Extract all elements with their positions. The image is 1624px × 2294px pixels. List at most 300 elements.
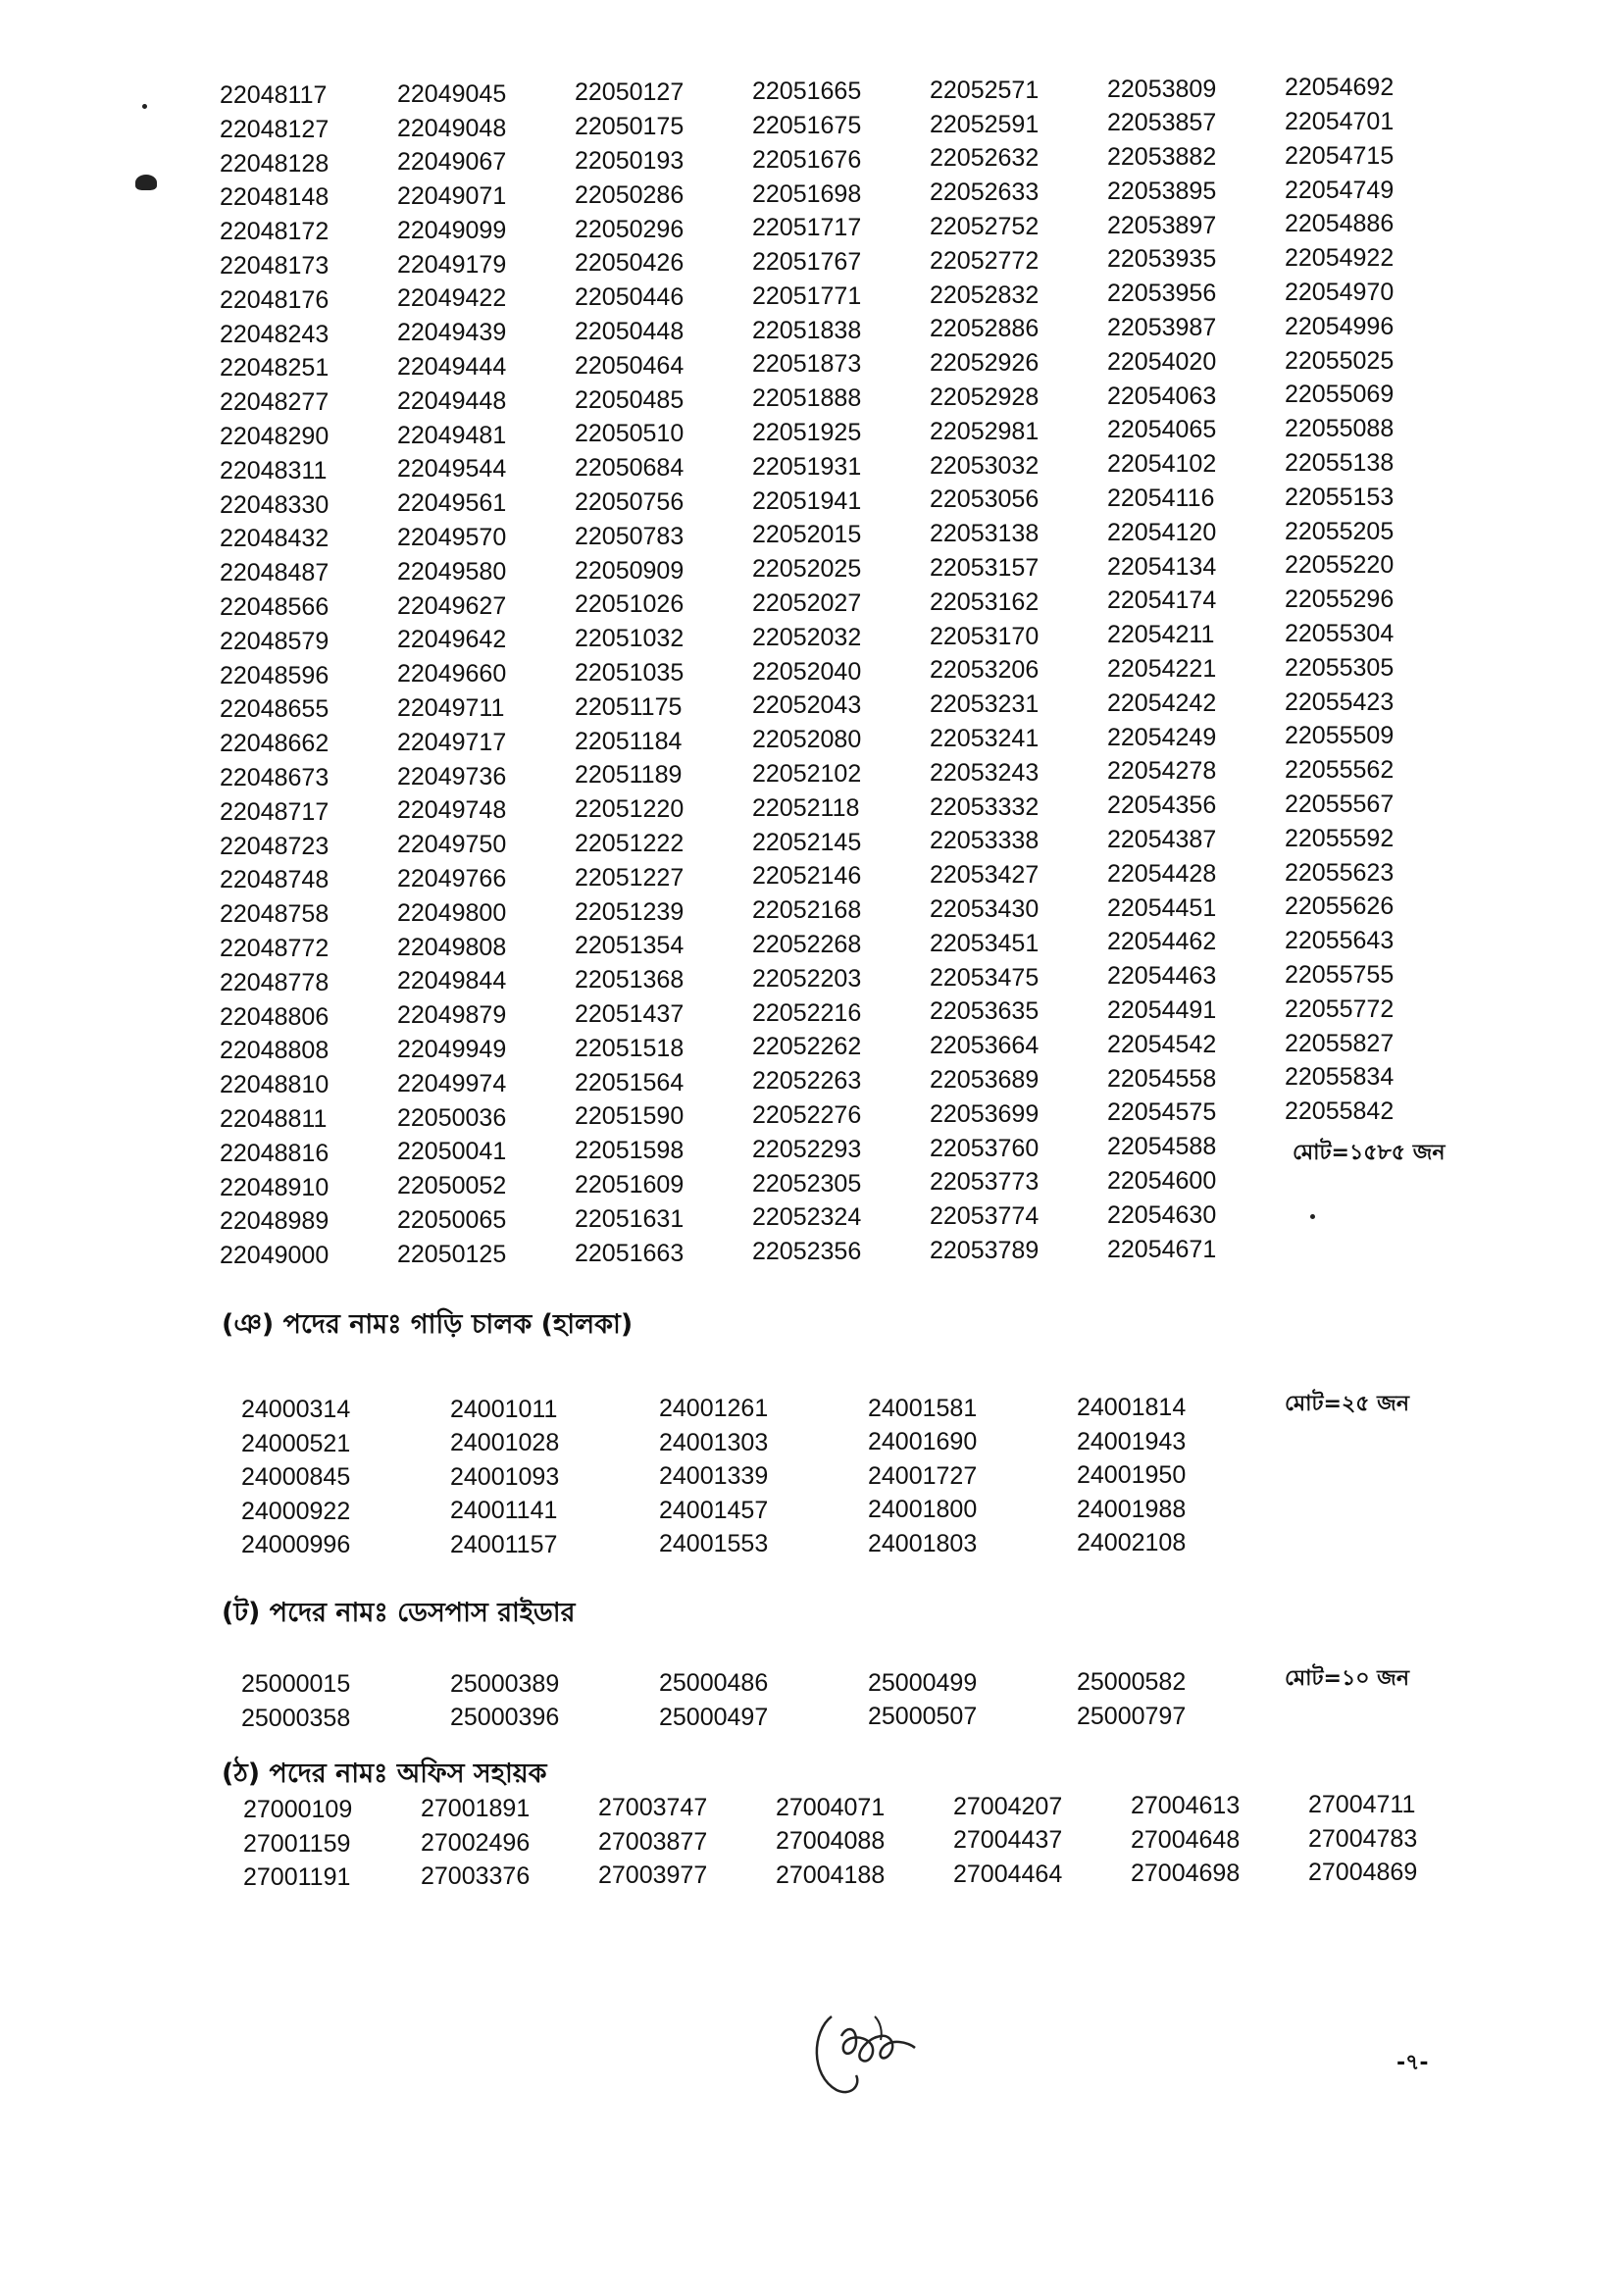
roll-number: 22052928 (930, 382, 1040, 411)
roll-number: 22054387 (1107, 826, 1217, 854)
roll-number: 22048717 (220, 797, 330, 826)
section-nio-title: (ঞ) পদের নামঃ গাড়ি চালক (হালকা) (222, 1309, 634, 1340)
roll-number: 22049048 (397, 114, 507, 142)
roll-number: 22048311 (220, 456, 328, 484)
roll-number: 22053987 (1107, 314, 1217, 342)
roll-number: 24000521 (241, 1429, 351, 1457)
roll-number: 22055834 (1285, 1063, 1395, 1092)
roll-number: 22051838 (752, 316, 862, 344)
roll-number: 22049561 (397, 489, 507, 518)
scan-speck (135, 175, 157, 190)
roll-number: 22048673 (220, 763, 330, 791)
roll-number: 22052263 (752, 1067, 862, 1096)
roll-number: 22052981 (930, 417, 1040, 445)
roll-number: 24001803 (868, 1529, 978, 1557)
roll-number: 25000507 (868, 1703, 978, 1730)
roll-number: 22051931 (752, 452, 862, 481)
roll-number: 22055626 (1285, 892, 1395, 921)
roll-number: 24001339 (659, 1462, 769, 1490)
roll-number: 22048277 (220, 388, 330, 417)
roll-number: 22051035 (575, 658, 685, 687)
roll-number: 24001800 (868, 1496, 978, 1523)
scan-speck (1310, 1214, 1315, 1219)
roll-number: 22051227 (575, 863, 685, 892)
roll-number: 22053760 (930, 1134, 1040, 1162)
roll-column (1107, 73, 1274, 1267)
roll-number: 22051598 (575, 1137, 685, 1165)
roll-number: 22050464 (575, 351, 685, 380)
roll-number: 22048989 (220, 1207, 330, 1236)
roll-number: 22054588 (1107, 1133, 1217, 1161)
roll-number: 27004464 (953, 1860, 1063, 1888)
roll-number: 22051590 (575, 1102, 685, 1131)
roll-number: 22049736 (397, 762, 507, 790)
roll-number: 22053241 (930, 724, 1040, 752)
roll-number: 22049974 (397, 1069, 507, 1097)
roll-number: 22054575 (1107, 1098, 1217, 1127)
roll-number: 22048487 (220, 559, 330, 587)
roll-number: 22051184 (575, 727, 683, 755)
roll-number: 24001988 (1077, 1495, 1187, 1523)
roll-number: 22054996 (1285, 312, 1395, 340)
roll-number: 22050296 (575, 215, 685, 243)
roll-number: 22055643 (1285, 927, 1395, 955)
roll-column (659, 1666, 855, 1734)
roll-number: 22055025 (1285, 346, 1395, 375)
roll-column (1308, 1788, 1475, 1890)
roll-column (930, 74, 1096, 1268)
roll-number: 27001191 (243, 1863, 351, 1891)
roll-number: 22049627 (397, 591, 507, 620)
roll-number: 22055069 (1285, 381, 1395, 409)
roll-number: 22051717 (752, 214, 862, 242)
roll-number: 22055509 (1285, 722, 1395, 750)
roll-number: 24001814 (1077, 1394, 1187, 1421)
roll-number: 22053427 (930, 861, 1040, 890)
roll-number: 22049766 (397, 865, 507, 893)
roll-number: 22053789 (930, 1236, 1040, 1264)
roll-number: 22054134 (1107, 552, 1217, 581)
roll-number: 22050446 (575, 283, 685, 312)
roll-number: 25000358 (241, 1704, 351, 1732)
roll-number: 25000499 (868, 1668, 978, 1697)
roll-number: 22051189 (575, 761, 683, 790)
roll-number: 22048432 (220, 525, 330, 553)
roll-column (450, 1667, 646, 1735)
roll-number: 22049580 (397, 557, 507, 586)
roll-column (450, 1393, 646, 1562)
roll-number: 22054558 (1107, 1064, 1217, 1093)
roll-number: 22052276 (752, 1101, 862, 1130)
roll-column (868, 1666, 1064, 1734)
roll-number: 22051873 (752, 350, 862, 379)
roll-number: 22049949 (397, 1036, 507, 1064)
roll-number: 22052571 (930, 76, 1040, 104)
roll-column (243, 1793, 410, 1895)
roll-number: 22054211 (1107, 621, 1215, 649)
roll-number: 27001159 (243, 1829, 351, 1858)
roll-number: 22054970 (1285, 278, 1395, 306)
roll-number: 22052043 (752, 691, 862, 720)
roll-number: 22050175 (575, 113, 685, 141)
roll-number: 22052293 (752, 1135, 862, 1163)
roll-number: 25000582 (1077, 1668, 1187, 1696)
roll-number: 22055305 (1285, 653, 1395, 682)
roll-number: 22051675 (752, 111, 862, 139)
roll-number: 22054630 (1107, 1200, 1217, 1229)
roll-number: 27004648 (1131, 1825, 1241, 1854)
roll-number: 22055592 (1285, 824, 1395, 852)
roll-number: 22051771 (752, 281, 862, 310)
roll-number: 22049800 (397, 898, 507, 927)
roll-column (421, 1792, 587, 1894)
roll-number: 22052752 (930, 213, 1040, 240)
roll-number: 22053231 (930, 690, 1040, 719)
roll-column (575, 76, 741, 1270)
roll-number: 25000396 (450, 1704, 560, 1731)
roll-number: 22048251 (220, 354, 330, 382)
roll-number: 22049071 (397, 182, 507, 211)
roll-number: 24001261 (659, 1395, 769, 1422)
roll-number: 22049045 (397, 79, 507, 108)
roll-number: 22053206 (930, 656, 1040, 685)
roll-number: 22055220 (1285, 551, 1395, 580)
roll-number: 22052356 (752, 1238, 862, 1266)
roll-number: 22052203 (752, 964, 862, 993)
roll-number: 22049448 (397, 386, 507, 415)
roll-number: 22050485 (575, 385, 685, 414)
roll-number: 22054701 (1285, 108, 1395, 135)
roll-number: 27003877 (598, 1827, 708, 1856)
roll-number: 25000486 (659, 1669, 769, 1697)
roll-number: 27004088 (776, 1827, 886, 1856)
roll-number: 22051631 (575, 1204, 685, 1233)
roll-number: 22052305 (752, 1169, 862, 1198)
roll-column (752, 75, 919, 1269)
roll-number: 22049844 (397, 967, 507, 995)
roll-number: 22054356 (1107, 791, 1217, 820)
roll-number: 22054221 (1107, 655, 1217, 684)
roll-column (1077, 1391, 1273, 1560)
roll-number: 22049481 (397, 421, 507, 449)
roll-number: 22050756 (575, 487, 685, 516)
roll-number: 22053935 (1107, 245, 1217, 274)
roll-number: 22054451 (1107, 893, 1217, 922)
roll-number: 22051220 (575, 795, 685, 824)
roll-number: 22051941 (752, 486, 862, 515)
roll-number: 22048173 (220, 251, 330, 280)
roll-number: 22052832 (930, 280, 1040, 309)
roll-number: 27004437 (953, 1826, 1063, 1855)
roll-number: 22051026 (575, 590, 685, 619)
roll-number: 22053635 (930, 997, 1040, 1026)
roll-number: 22054542 (1107, 1030, 1217, 1058)
roll-number: 22054715 (1285, 141, 1395, 170)
roll-number: 22055205 (1285, 517, 1395, 545)
roll-column (241, 1667, 437, 1735)
roll-number: 27004783 (1308, 1824, 1418, 1853)
roll-column (1131, 1789, 1297, 1891)
roll-number: 22051222 (575, 829, 685, 857)
roll-number: 22048655 (220, 695, 330, 724)
roll-number: 22052268 (752, 931, 862, 959)
roll-number: 24001690 (868, 1428, 978, 1455)
roll-number: 22053138 (930, 520, 1040, 548)
roll-number: 22049748 (397, 796, 507, 825)
roll-number: 22053664 (930, 1032, 1040, 1060)
roll-number: 27004613 (1131, 1792, 1241, 1819)
roll-number: 22050783 (575, 522, 685, 550)
roll-number: 22054020 (1107, 347, 1217, 376)
roll-number: 22049000 (220, 1242, 330, 1270)
roll-number: 22055562 (1285, 756, 1395, 785)
roll-number: 27004711 (1308, 1791, 1416, 1819)
roll-number: 22053243 (930, 758, 1040, 787)
roll-number: 22053032 (930, 451, 1040, 480)
roll-number: 22054174 (1107, 586, 1217, 615)
roll-number: 22053157 (930, 553, 1040, 582)
roll-number: 22055153 (1285, 483, 1395, 511)
roll-number: 22052027 (752, 589, 862, 618)
scan-speck (142, 104, 147, 109)
roll-number: 22051665 (752, 77, 862, 106)
roll-number: 22055423 (1285, 688, 1395, 716)
roll-number: 22053956 (1107, 280, 1217, 308)
roll-number: 22050426 (575, 249, 685, 278)
roll-number: 22050510 (575, 420, 685, 448)
roll-number: 22053332 (930, 792, 1040, 821)
roll-number: 22049544 (397, 455, 507, 484)
roll-number: 22050065 (397, 1206, 507, 1234)
roll-number: 22048148 (220, 183, 330, 212)
roll-number: 22048772 (220, 934, 330, 962)
roll-number: 25000797 (1077, 1702, 1187, 1730)
roll-number: 27003747 (598, 1794, 708, 1822)
roll-number: 22055755 (1285, 960, 1395, 989)
roll-number: 25000015 (241, 1670, 351, 1698)
roll-number: 22051698 (752, 179, 862, 208)
roll-number: 22051354 (575, 932, 685, 960)
roll-number: 22055842 (1285, 1097, 1395, 1126)
roll-number: 22053338 (930, 827, 1040, 855)
roll-number: 22053857 (1107, 109, 1217, 137)
roll-number: 22048579 (220, 627, 330, 655)
roll-number: 24001141 (450, 1497, 558, 1524)
roll-number: 22051767 (752, 248, 862, 277)
roll-number: 22052032 (752, 623, 862, 651)
roll-number: 22049099 (397, 216, 507, 244)
roll-number: 22052145 (752, 828, 862, 856)
roll-number: 27004207 (953, 1792, 1063, 1820)
roll-number: 22052772 (930, 246, 1040, 275)
page-number: -৭- (1396, 2051, 1429, 2075)
roll-number: 22049642 (397, 626, 507, 654)
roll-number: 22049808 (397, 933, 507, 961)
roll-number: 22052324 (752, 1203, 862, 1232)
roll-number: 22054749 (1285, 176, 1395, 204)
roll-number: 27004071 (776, 1793, 886, 1821)
roll-number: 22050909 (575, 556, 685, 585)
roll-number: 22048816 (220, 1139, 330, 1167)
roll-number: 22052146 (752, 862, 862, 891)
main-total-label: মোট=১৫৮৫ জন (1293, 1141, 1446, 1165)
roll-number: 22050286 (575, 180, 685, 209)
roll-number: 22051564 (575, 1068, 685, 1096)
roll-number: 22051676 (752, 145, 862, 174)
roll-number: 22052102 (752, 760, 862, 789)
roll-number: 22054886 (1285, 210, 1395, 238)
roll-number: 22054120 (1107, 518, 1217, 546)
roll-number: 22048596 (220, 661, 330, 689)
roll-number: 27001891 (421, 1795, 531, 1823)
roll-number: 22055138 (1285, 448, 1395, 477)
roll-column (220, 78, 386, 1273)
roll-number: 22053430 (930, 894, 1040, 923)
roll-number: 22055567 (1285, 790, 1395, 818)
roll-column (1077, 1665, 1273, 1733)
roll-number: 22053699 (930, 1099, 1040, 1128)
roll-number: 22052040 (752, 657, 862, 686)
roll-number: 22050125 (397, 1240, 507, 1268)
roll-number: 22048758 (220, 900, 330, 929)
roll-number: 22049179 (397, 250, 507, 279)
roll-number: 24001303 (659, 1428, 769, 1456)
roll-number: 22048290 (220, 422, 330, 450)
roll-number: 27004698 (1131, 1860, 1241, 1887)
roll-number: 22052118 (752, 793, 860, 822)
roll-number: 24000922 (241, 1497, 351, 1525)
roll-number: 24001950 (1077, 1461, 1187, 1489)
roll-number: 27000109 (243, 1796, 353, 1823)
roll-number: 22054671 (1107, 1235, 1217, 1263)
roll-number: 27003376 (421, 1862, 531, 1891)
roll-number: 22054063 (1107, 382, 1217, 410)
roll-number: 22049422 (397, 284, 507, 313)
roll-number: 22048172 (220, 218, 330, 246)
roll-number: 22048808 (220, 1037, 330, 1065)
roll-number: 22050041 (397, 1138, 507, 1166)
roll-number: 22051888 (752, 384, 862, 413)
roll-number: 24001553 (659, 1530, 769, 1557)
roll-number: 22053897 (1107, 211, 1217, 239)
roll-number: 22053451 (930, 929, 1040, 957)
roll-column (776, 1791, 942, 1893)
roll-number: 22054249 (1107, 723, 1217, 751)
roll-number: 27002496 (421, 1828, 531, 1857)
roll-column (1285, 71, 1451, 1129)
roll-number: 22048243 (220, 320, 330, 348)
roll-number: 22052926 (930, 349, 1040, 378)
roll-number: 22049570 (397, 524, 507, 552)
roll-number: 22052591 (930, 110, 1040, 138)
roll-number: 22050448 (575, 317, 685, 345)
roll-number: 22054462 (1107, 928, 1217, 956)
roll-number: 27004869 (1308, 1859, 1418, 1887)
roll-number: 22050127 (575, 78, 685, 107)
roll-number: 22051239 (575, 897, 685, 926)
roll-number: 24000314 (241, 1396, 351, 1423)
roll-column (868, 1392, 1064, 1561)
roll-number: 24001581 (868, 1394, 978, 1422)
roll-number: 22053773 (930, 1168, 1040, 1197)
roll-number: 22052168 (752, 896, 862, 925)
section-nio-total-label: মোট=২৫ জন (1285, 1392, 1409, 1416)
roll-number: 22051437 (575, 999, 685, 1028)
roll-number: 24000845 (241, 1463, 351, 1491)
roll-number: 22054491 (1107, 996, 1217, 1025)
roll-column (241, 1393, 437, 1562)
roll-number: 22048910 (220, 1173, 330, 1201)
roll-number: 22051925 (752, 419, 862, 447)
roll-number: 22052015 (752, 521, 862, 549)
roll-number: 22051368 (575, 966, 685, 994)
roll-number: 25000497 (659, 1703, 769, 1731)
roll-number: 22054692 (1285, 74, 1395, 102)
roll-number: 22051175 (575, 692, 683, 721)
roll-number: 22048127 (220, 115, 330, 143)
roll-number: 22052262 (752, 1033, 862, 1061)
roll-number: 24001943 (1077, 1427, 1187, 1455)
roll-number: 24001157 (450, 1530, 558, 1558)
roll-number: 22050684 (575, 454, 685, 483)
roll-column (659, 1392, 855, 1561)
roll-number: 22054600 (1107, 1167, 1217, 1195)
roll-number: 22052632 (930, 144, 1040, 173)
roll-number: 22053809 (1107, 75, 1217, 103)
roll-number: 22053056 (930, 485, 1040, 514)
roll-number: 22048566 (220, 592, 330, 621)
roll-number: 22054463 (1107, 962, 1217, 991)
section-ta-total-label: মোট=১০ জন (1285, 1666, 1409, 1691)
roll-number: 22053895 (1107, 177, 1217, 205)
roll-number: 22050036 (397, 1103, 507, 1132)
roll-number: 22054116 (1107, 484, 1215, 513)
roll-column (397, 77, 564, 1272)
roll-number: 22049067 (397, 148, 507, 177)
roll-number: 27004188 (776, 1861, 886, 1889)
roll-number: 22052633 (930, 178, 1040, 207)
roll-number: 22055088 (1285, 415, 1395, 443)
roll-number: 22055296 (1285, 586, 1395, 614)
roll-number: 27003977 (598, 1861, 708, 1890)
roll-number: 22048806 (220, 1002, 330, 1031)
roll-number: 22049750 (397, 831, 507, 859)
roll-number: 22048810 (220, 1071, 330, 1099)
roll-number: 22049444 (397, 353, 507, 382)
roll-number: 22051609 (575, 1170, 685, 1198)
signature-image (802, 1987, 930, 2105)
roll-number: 22048662 (220, 730, 330, 758)
roll-number: 22053170 (930, 622, 1040, 650)
roll-number: 22049717 (397, 728, 507, 756)
roll-number: 22055772 (1285, 994, 1395, 1023)
roll-number: 22052025 (752, 555, 862, 584)
roll-number: 22052216 (752, 998, 862, 1027)
roll-number: 22055827 (1285, 1029, 1395, 1057)
roll-number: 22051032 (575, 625, 685, 653)
roll-number: 24001727 (868, 1461, 978, 1490)
roll-number: 22051663 (575, 1239, 685, 1267)
roll-number: 22053774 (930, 1202, 1040, 1231)
roll-number: 22054242 (1107, 688, 1217, 717)
roll-number: 22048128 (220, 149, 330, 178)
roll-number: 22055304 (1285, 619, 1395, 647)
roll-number: 22050193 (575, 147, 685, 175)
roll-number: 24000996 (241, 1531, 351, 1558)
roll-number: 22048811 (220, 1104, 328, 1133)
roll-number: 22050052 (397, 1172, 507, 1200)
roll-number: 24002108 (1077, 1529, 1187, 1556)
